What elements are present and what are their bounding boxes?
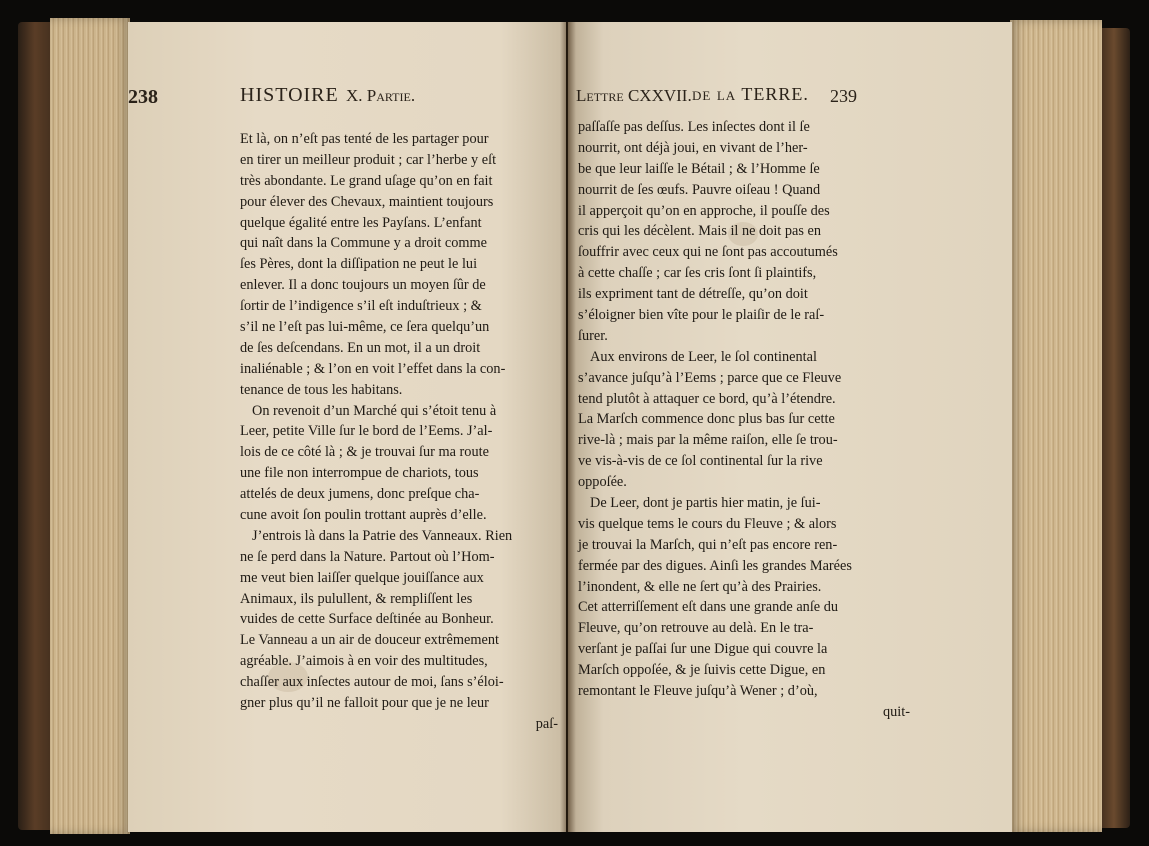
text-line: s’éloigner bien vîte pour le plaiſir de le raſ- — [578, 307, 825, 324]
text-line: gner plus qu’il ne falloit pour que je ne leur — [240, 695, 489, 712]
text-line: ſouffrir avec ceux qui ne ſont pas accoutumés — [578, 244, 838, 261]
right-cover-edge — [1098, 28, 1130, 828]
catchword: paſ- — [535, 715, 558, 732]
text-line: attelés de deux jumens, donc preſque cha- — [240, 486, 480, 503]
text-line: il apperçoit qu’on en approche, il pouſſe des — [578, 202, 830, 219]
text-line: quelque égalité entre les Payſans. L’enfant — [240, 214, 482, 231]
text-line: en tirer un meilleur produit ; car l’herbe y eſt — [240, 151, 497, 168]
text-line: vuides de cette Surface deſtinée au Bonheur. — [240, 611, 494, 628]
text-line: à cette chaſſe ; car ſes cris ſont ſi plaintifs, — [578, 265, 817, 282]
text-line: cris qui les décèlent. Mais il ne doit pas en — [578, 223, 821, 240]
text-line: l’inondent, & elle ne ſert qu’à des Prairies. — [578, 578, 822, 595]
right-page-body — [578, 117, 910, 723]
text-line: s’avance juſqu’à l’Eems ; parce que ce Fleuve — [578, 369, 842, 386]
text-line: cune avoit ſon poulin trottant auprès d’elle. — [240, 507, 487, 524]
text-line: lois de ce côté là ; & je trouvai ſur ma route — [240, 444, 489, 461]
text-line: J’entrois là dans la Patrie des Vanneaux. Rien — [252, 527, 513, 544]
text-line: qui naît dans la Commune y a droit comme — [240, 235, 487, 252]
text-line: Aux environs de Leer, le ſol continental — [590, 348, 817, 365]
right-page — [568, 22, 1012, 832]
left-running-title: HISTOIRE — [240, 84, 339, 106]
text-line: inaliénable ; & l’on en voit l’effet dans la con- — [240, 360, 506, 377]
left-page-body — [240, 129, 558, 735]
text-line: ſes Pères, dont la diſſipation ne peut le lui — [240, 256, 478, 273]
text-line: me veut bien laiſſer quelque jouiſſance aux — [240, 569, 484, 586]
text-line: tenance de tous les habitans. — [240, 381, 403, 398]
text-line: chaſſer aux inſectes autour de moi, ſans s’éloi- — [240, 674, 504, 691]
text-line: très abondante. Le grand uſage qu’on en fait — [240, 172, 493, 189]
text-line: Cet atterriſſement eſt dans une grande anſe du — [578, 599, 839, 616]
text-line: rive-là ; mais par la même raiſon, elle ſe trou- — [578, 432, 838, 449]
text-line: be que leur laiſſe le Bétail ; & l’Homme ſe — [578, 160, 820, 177]
text-line: s’il ne l’eſt pas lui-même, ce ſera quelqu’un — [240, 319, 490, 336]
text-line: ils expriment tant de détreſſe, qu’on doit — [578, 286, 808, 303]
text-line: nourrit de ſes œufs. Pauvre oiſeau ! Quand — [578, 181, 821, 198]
book-gutter — [560, 22, 576, 832]
text-line: je trouvai la Marſch, qui n’eſt pas encore ren- — [578, 536, 838, 553]
text-line: Animaux, ils pulullent, & rempliſſent les — [240, 590, 473, 607]
text-line: ſurer. — [578, 327, 608, 344]
text-line: enlever. Il a donc toujours un moyen ſûr de — [240, 277, 486, 294]
text-line: Le Vanneau a un air de douceur extrêmement — [240, 632, 499, 649]
text-line: pour élever des Chevaux, maintient toujours — [240, 193, 494, 210]
text-line: De Leer, dont je partis hier matin, je ſui- — [590, 495, 821, 512]
text-line: Et là, on n’eſt pas tenté de les partager pour — [240, 131, 489, 147]
left-page — [128, 22, 566, 832]
left-running-part: X. Partie. — [346, 86, 416, 105]
text-line: On revenoit d’un Marché qui s’étoit tenu à — [252, 402, 497, 419]
text-line: Fleuve, qu’on retrouve au delà. En le tra- — [578, 620, 814, 637]
right-page-number: 239 — [830, 86, 857, 106]
text-line: agréable. J’aimois à en voir des multitudes, — [240, 653, 488, 670]
right-running-title: de la TERRE. — [692, 84, 809, 104]
text-line: ſortir de l’indigence s’il eſt induſtrieux ; & — [240, 298, 482, 315]
text-line: ve vis-à-vis de ce ſol continental ſur la rive — [578, 453, 823, 470]
text-line: remontant le Fleuve juſqu’à Wener ; d’où, — [578, 683, 818, 700]
text-line: verſant je paſſai ſur une Digue qui couvre la — [578, 641, 828, 658]
text-line: nourrit, ont déjà joui, en vivant de l’her- — [578, 139, 808, 156]
left-page-block-edge — [50, 18, 130, 834]
text-line: Marſch oppoſée, & je ſuivis cette Digue, en — [578, 662, 826, 679]
right-page-block-edge — [1010, 20, 1102, 832]
text-line: La Marſch commence donc plus bas ſur cette — [578, 411, 835, 428]
right-running-letter: Lettre CXXVII. — [576, 86, 692, 105]
text-line: tend plutôt à attaquer ce bord, qu’à l’étendre. — [578, 390, 836, 407]
text-line: une file non interrompue de chariots, tous — [240, 465, 479, 482]
catchword: quit- — [882, 703, 910, 720]
text-line: oppoſée. — [578, 474, 627, 491]
text-line: ne ſe perd dans la Nature. Partout où l’Hom- — [240, 548, 495, 565]
text-line: fermée par des digues. Ainſi les grandes Marées — [578, 557, 852, 574]
left-page-number: 238 — [128, 86, 158, 108]
text-line: paſſaſſe pas deſſus. Les inſectes dont il ſe — [578, 119, 810, 135]
text-line: vis quelque tems le cours du Fleuve ; & alors — [578, 515, 837, 532]
text-line: de ſes deſcendans. En un mot, il a un droit — [240, 339, 481, 356]
text-line: Leer, petite Ville ſur le bord de l’Eems. J’al- — [240, 423, 493, 440]
